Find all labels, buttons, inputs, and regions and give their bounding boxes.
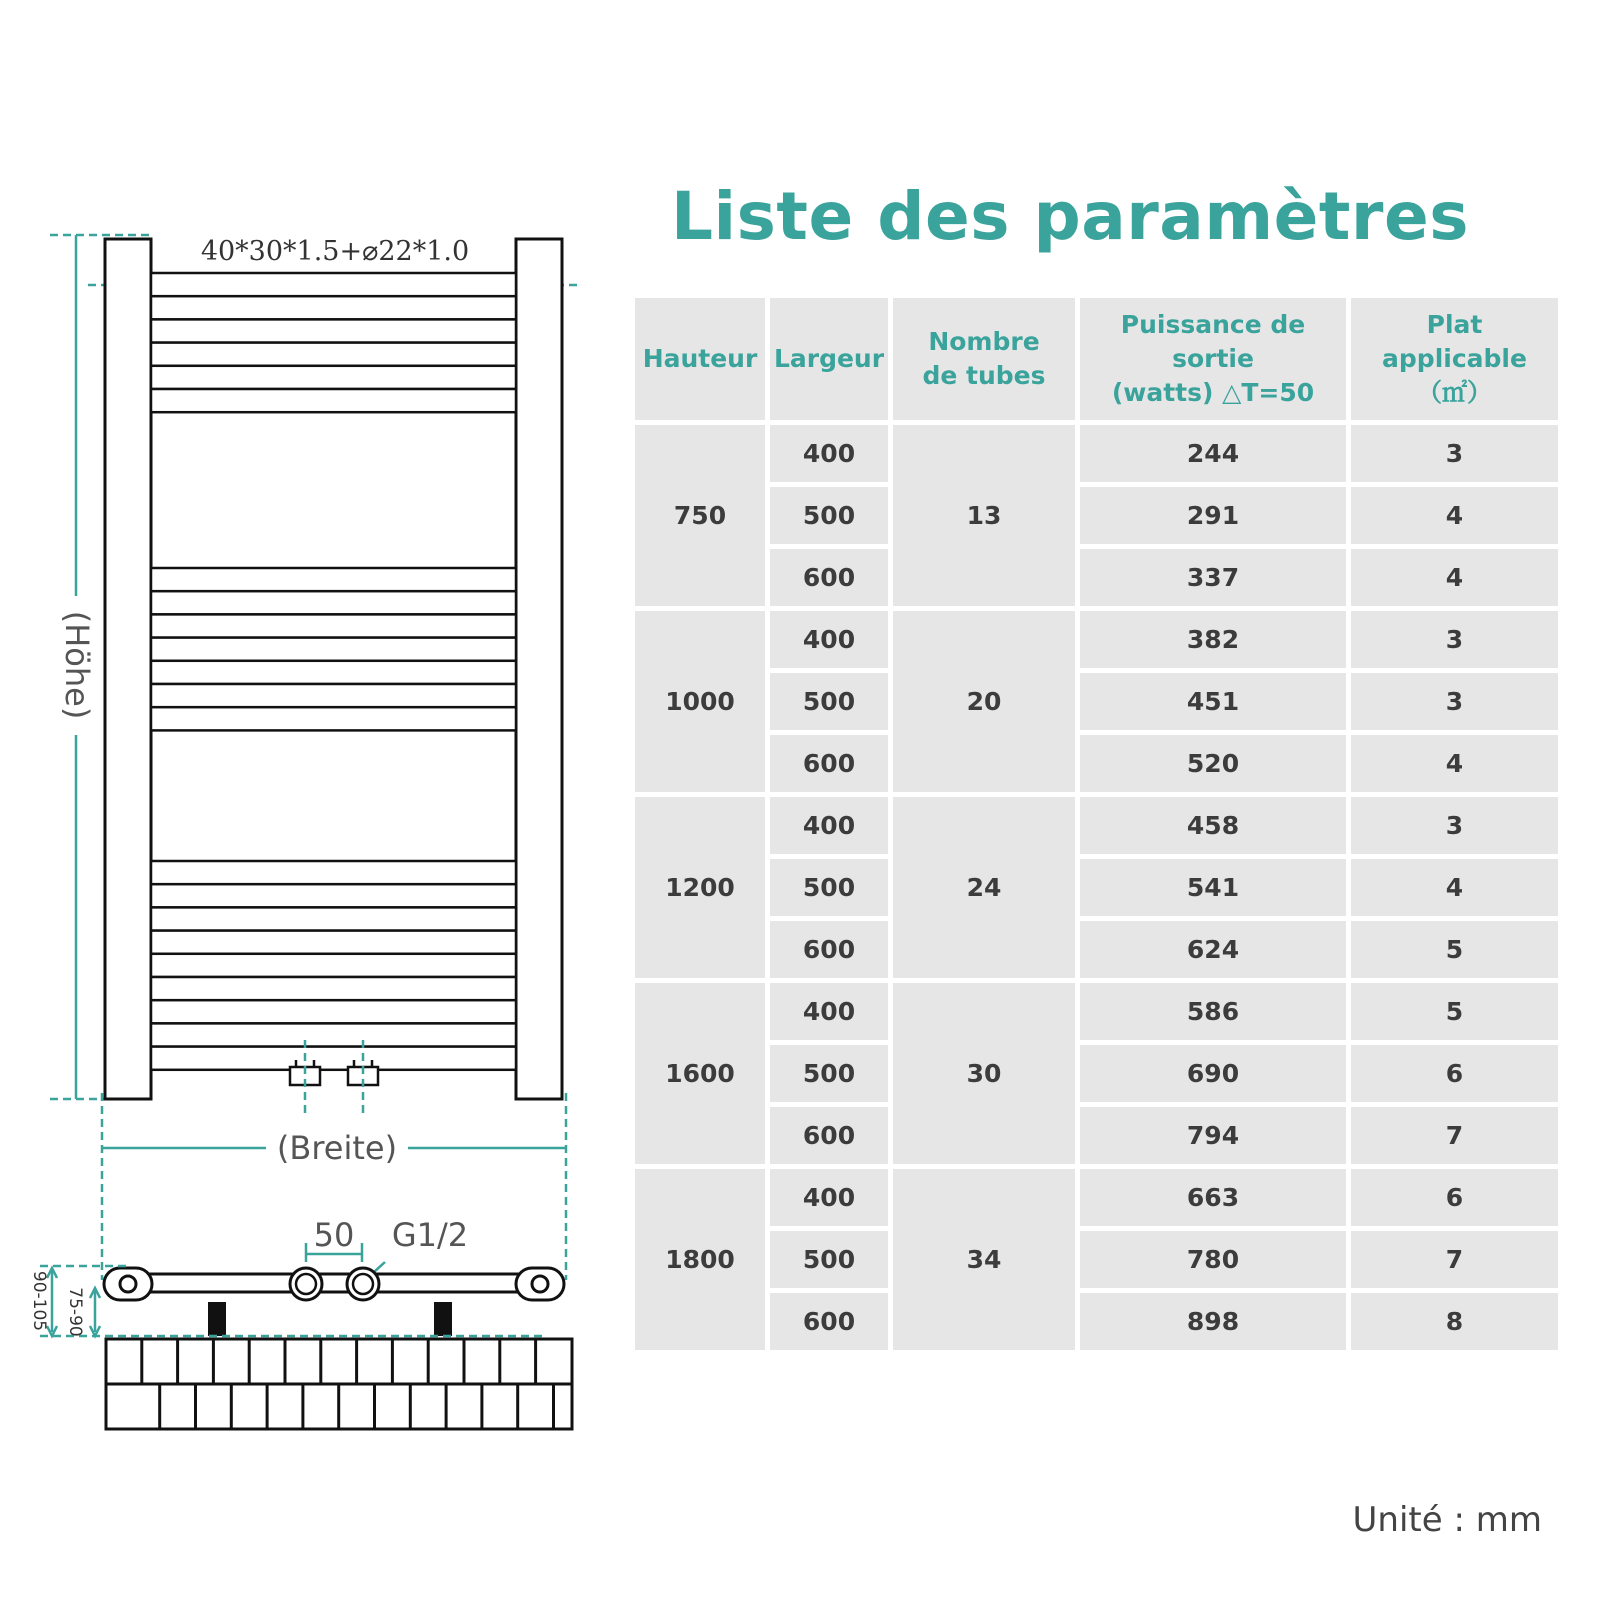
cell-nombre-tubes: 13 [893,425,1075,606]
table-row [635,1293,1558,1350]
cell-largeur: 600 [770,735,888,792]
cell-plat-applicable: 4 [1351,487,1558,544]
cross-tube [151,1023,516,1046]
table-row [635,1045,1558,1102]
table-row [635,487,1558,544]
cell-largeur: 500 [770,673,888,730]
header-puissance: Puissance de sortie (watts) △T=50 [1080,298,1346,420]
cell-largeur: 500 [770,859,888,916]
cell-plat-applicable: 7 [1351,1231,1558,1288]
cross-tube [151,319,516,342]
cell-puissance: 586 [1080,983,1346,1040]
table-row [635,797,1558,854]
cell-largeur: 600 [770,549,888,606]
parameters-table [630,293,1563,1355]
cross-tube [151,273,516,296]
wall-offset-inner-label: 75-90 [65,1287,85,1337]
left-rail [105,239,151,1099]
header-plat-applicable: Plat applicable（㎡） [1351,298,1558,420]
cell-hauteur: 1200 [635,797,765,978]
cell-plat-applicable: 4 [1351,549,1558,606]
cell-puissance: 244 [1080,425,1346,482]
cell-hauteur: 1800 [635,1169,765,1350]
table-row [635,1169,1558,1226]
cell-nombre-tubes: 34 [893,1169,1075,1350]
cell-hauteur: 1600 [635,983,765,1164]
cell-puissance: 624 [1080,921,1346,978]
width-label: (Breite) [276,1129,398,1167]
table-header-row [635,298,1558,420]
cross-tube [151,614,516,637]
cell-puissance: 458 [1080,797,1346,854]
cell-puissance: 780 [1080,1231,1346,1288]
cell-largeur: 600 [770,1293,888,1350]
table-row [635,549,1558,606]
cell-largeur: 400 [770,425,888,482]
cell-puissance: 663 [1080,1169,1346,1226]
table-row [635,921,1558,978]
cell-largeur: 500 [770,1045,888,1102]
table-row [635,1231,1558,1288]
cell-largeur: 400 [770,1169,888,1226]
spacing-label: 50 [313,1216,355,1254]
table-row [635,983,1558,1040]
cell-puissance: 541 [1080,859,1346,916]
table-row [635,425,1558,482]
cell-plat-applicable: 5 [1351,983,1558,1040]
table-row [635,859,1558,916]
cell-largeur: 600 [770,921,888,978]
page-title: Liste des paramètres [670,178,1470,255]
tube-spec-label: 40*30*1.5+⌀22*1.0 [200,236,470,267]
cross-tube [151,591,516,614]
cell-plat-applicable: 4 [1351,735,1558,792]
radiator-drawing [0,0,600,1600]
thread-label: G1/2 [391,1216,469,1254]
cell-puissance: 337 [1080,549,1346,606]
cell-hauteur: 750 [635,425,765,606]
cell-hauteur: 1000 [635,611,765,792]
cross-tube [151,977,516,1000]
cross-tube [151,884,516,907]
cell-largeur: 400 [770,611,888,668]
cross-tube [151,907,516,930]
cell-largeur: 400 [770,983,888,1040]
header-largeur: Largeur [770,298,888,420]
unit-label: Unité : mm [1352,1500,1542,1540]
cell-largeur: 500 [770,487,888,544]
cell-puissance: 898 [1080,1293,1346,1350]
cross-tube [151,954,516,977]
cell-plat-applicable: 3 [1351,425,1558,482]
cell-plat-applicable: 3 [1351,797,1558,854]
height-label: (Höhe) [58,610,96,720]
cell-puissance: 451 [1080,673,1346,730]
cell-plat-applicable: 6 [1351,1169,1558,1226]
cross-tube [151,661,516,684]
cross-tube [151,568,516,591]
cell-plat-applicable: 8 [1351,1293,1558,1350]
cell-puissance: 690 [1080,1045,1346,1102]
cross-tube [151,296,516,319]
cross-tube [151,1000,516,1023]
cross-tube [151,366,516,389]
table-row [635,611,1558,668]
cell-puissance: 520 [1080,735,1346,792]
cross-tube [151,1047,516,1070]
header-hauteur: Hauteur [635,298,765,420]
cross-tube [151,707,516,730]
table-row [635,1107,1558,1164]
cell-nombre-tubes: 20 [893,611,1075,792]
cell-plat-applicable: 3 [1351,611,1558,668]
cell-puissance: 794 [1080,1107,1346,1164]
cell-nombre-tubes: 30 [893,983,1075,1164]
cell-largeur: 500 [770,1231,888,1288]
cell-puissance: 291 [1080,487,1346,544]
cross-tube [151,861,516,884]
cell-puissance: 382 [1080,611,1346,668]
cross-tube [151,931,516,954]
cell-largeur: 600 [770,1107,888,1164]
top-view [29,1216,564,1337]
header-nombre-tubes: Nombre de tubes [893,298,1075,420]
table-row [635,735,1558,792]
cross-tube [151,389,516,412]
cross-tube [151,684,516,707]
cross-tubes [151,273,516,1070]
cell-plat-applicable: 5 [1351,921,1558,978]
brick-wall [106,1339,572,1429]
wall-offset-outer-label: 90-105 [29,1270,49,1332]
cell-plat-applicable: 4 [1351,859,1558,916]
cross-tube [151,638,516,661]
cell-plat-applicable: 6 [1351,1045,1558,1102]
cell-nombre-tubes: 24 [893,797,1075,978]
right-rail [516,239,562,1099]
cell-largeur: 400 [770,797,888,854]
cell-plat-applicable: 7 [1351,1107,1558,1164]
table-row [635,673,1558,730]
cross-tube [151,343,516,366]
cell-plat-applicable: 3 [1351,673,1558,730]
